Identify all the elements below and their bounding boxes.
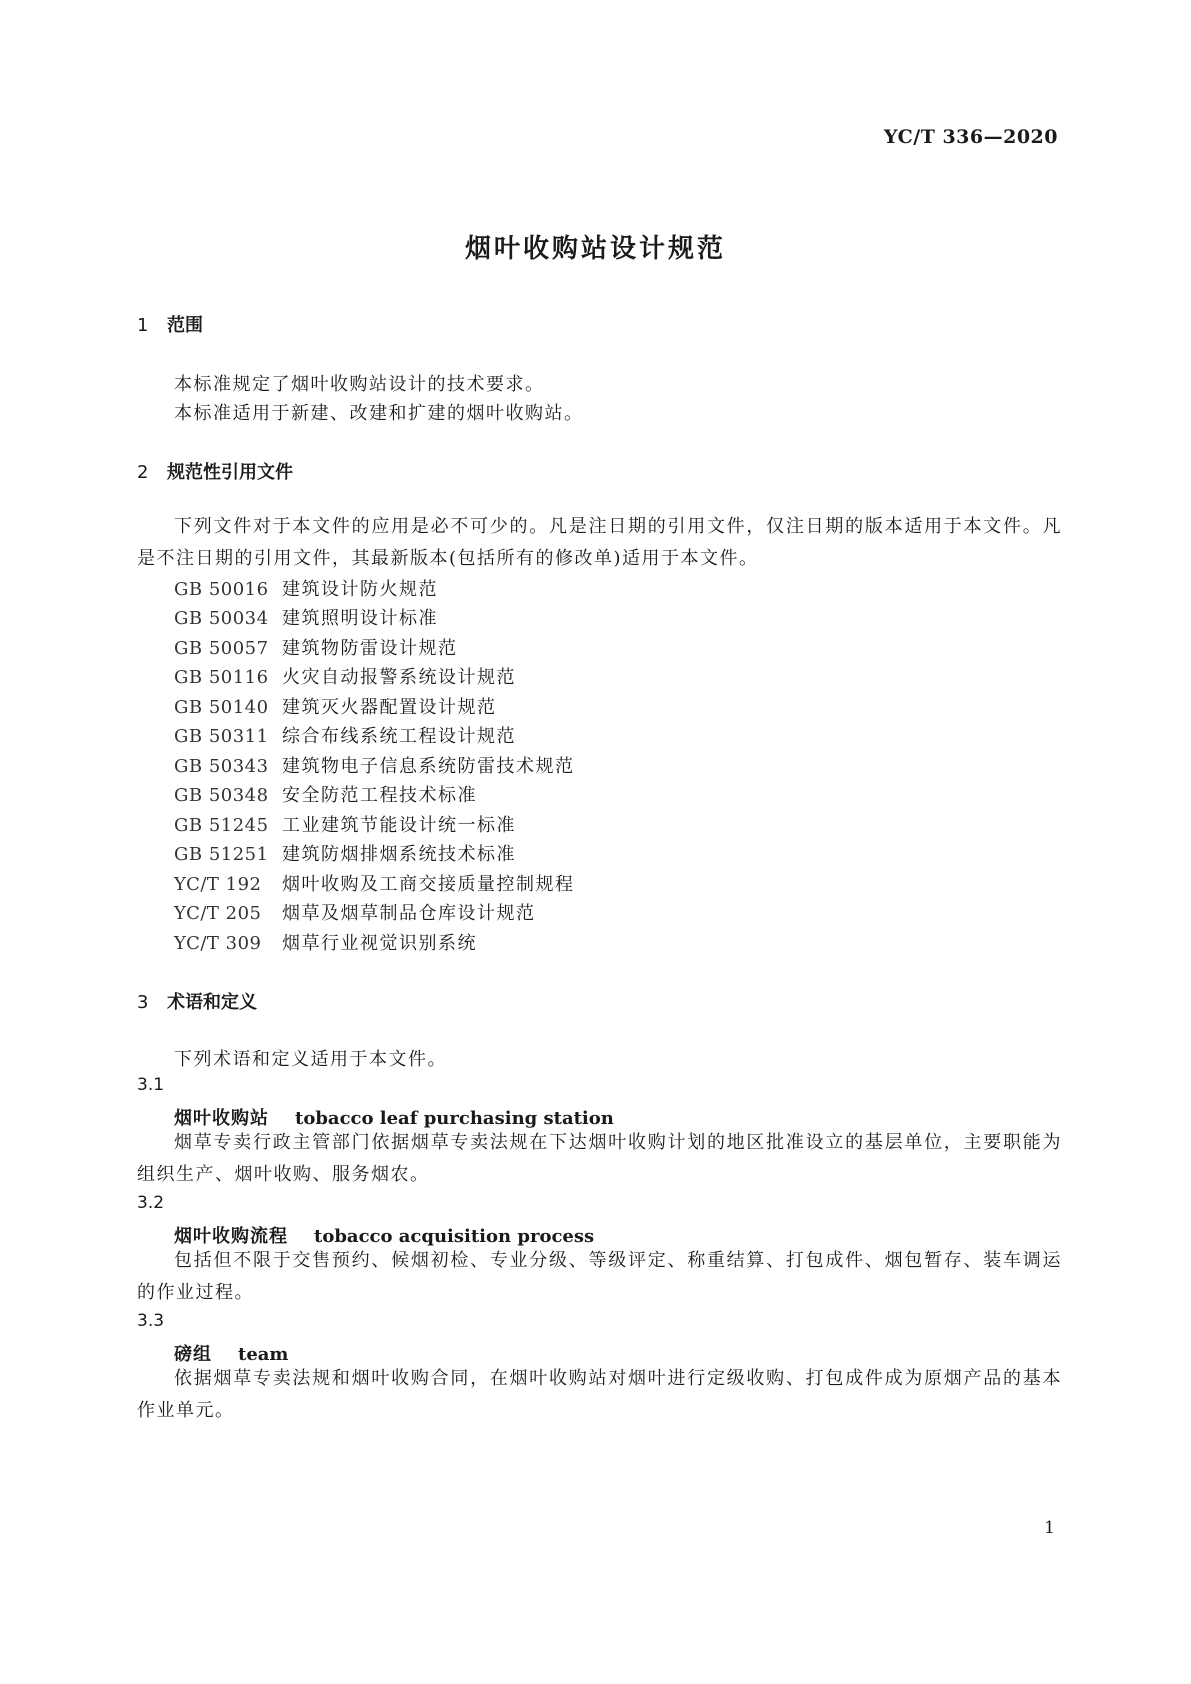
reference-code: YC/T 192 (174, 874, 262, 895)
reference-item (174, 811, 516, 837)
reference-title: 建筑设计防火规范 (282, 579, 438, 600)
references-intro: 下列文件对于本文件的应用是必不可少的。凡是注日期的引用文件，仅注日期的版本适用于本文件。凡是不注日期的引用文件，其最新版本(包括所有的修改单)适用于本文件。 (137, 516, 1062, 569)
reference-code: GB 50057 (174, 638, 269, 659)
reference-item (174, 899, 536, 925)
reference-code: YC/T 205 (174, 903, 262, 924)
reference-item (174, 752, 575, 778)
section-heading-normative-references (137, 458, 293, 484)
reference-item (174, 722, 516, 748)
standard-code: YC/T 336—2020 (883, 126, 1058, 148)
reference-item (174, 634, 458, 660)
page-number: 1 (1044, 1518, 1055, 1538)
reference-title: 建筑照明设计标准 (282, 608, 438, 629)
section-heading-terms-definitions (137, 988, 257, 1014)
term-en: tobacco leaf purchasing station (295, 1108, 614, 1129)
reference-title: 建筑物防雷设计规范 (282, 638, 458, 659)
term-number: 3.3 (137, 1311, 165, 1331)
reference-title: 烟叶收购及工商交接质量控制规程 (282, 874, 575, 895)
term-number: 3.1 (137, 1075, 165, 1095)
reference-item (174, 663, 516, 689)
reference-code: GB 50016 (174, 579, 269, 600)
reference-code: GB 50034 (174, 608, 269, 629)
reference-title: 综合布线系统工程设计规范 (282, 726, 516, 747)
section-number: 1 (137, 315, 149, 336)
reference-item (174, 575, 438, 601)
section-number: 2 (137, 462, 149, 483)
term-number: 3.2 (137, 1193, 165, 1213)
reference-code: GB 50140 (174, 697, 269, 718)
term-zh: 磅组 (174, 1344, 212, 1365)
reference-title: 工业建筑节能设计统一标准 (282, 815, 516, 836)
reference-title: 建筑灭火器配置设计规范 (282, 697, 497, 718)
scope-line: 本标准适用于新建、改建和扩建的烟叶收购站。 (174, 403, 584, 424)
reference-code: GB 50116 (174, 667, 269, 688)
reference-title: 烟草行业视觉识别系统 (282, 933, 477, 954)
reference-code: GB 50311 (174, 726, 269, 747)
term-en: tobacco acquisition process (314, 1226, 595, 1247)
section-heading-scope (137, 311, 203, 337)
reference-item (174, 929, 477, 955)
reference-title: 安全防范工程技术标准 (282, 785, 477, 806)
reference-code: GB 51251 (174, 844, 269, 865)
term-definition: 依据烟草专卖法规和烟叶收购合同，在烟叶收购站对烟叶进行定级收购、打包成件成为原烟产品的基本作业单元。 (137, 1368, 1062, 1421)
reference-title: 火灾自动报警系统设计规范 (282, 667, 516, 688)
reference-code: GB 50348 (174, 785, 269, 806)
reference-code: YC/T 309 (174, 933, 262, 954)
reference-item (174, 781, 477, 807)
term-definition: 烟草专卖行政主管部门依据烟草专卖法规在下达烟叶收购计划的地区批准设立的基层单位，主要职能为组织生产、烟叶收购、服务烟农。 (137, 1132, 1062, 1185)
reference-item (174, 870, 575, 896)
term-zh: 烟叶收购流程 (174, 1226, 288, 1247)
term-zh: 烟叶收购站 (174, 1108, 269, 1129)
reference-item (174, 604, 438, 630)
document-title: 烟叶收购站设计规范 (464, 234, 726, 264)
reference-item (174, 693, 497, 719)
term-definition: 包括但不限于交售预约、候烟初检、专业分级、等级评定、称重结算、打包成件、烟包暂存、装车调运的作业过程。 (137, 1250, 1062, 1303)
reference-title: 建筑物电子信息系统防雷技术规范 (282, 756, 575, 777)
section-number: 3 (137, 992, 149, 1013)
section-title: 范围 (167, 315, 203, 336)
reference-title: 建筑防烟排烟系统技术标准 (282, 844, 516, 865)
reference-title: 烟草及烟草制品仓库设计规范 (282, 903, 536, 924)
section-title: 术语和定义 (167, 992, 257, 1013)
reference-code: GB 50343 (174, 756, 269, 777)
scope-line: 本标准规定了烟叶收购站设计的技术要求。 (174, 374, 545, 395)
reference-item (174, 840, 516, 866)
reference-code: GB 51245 (174, 815, 269, 836)
term-en: team (238, 1344, 289, 1365)
section-title: 规范性引用文件 (167, 462, 293, 483)
terms-intro: 下列术语和定义适用于本文件。 (174, 1049, 447, 1070)
